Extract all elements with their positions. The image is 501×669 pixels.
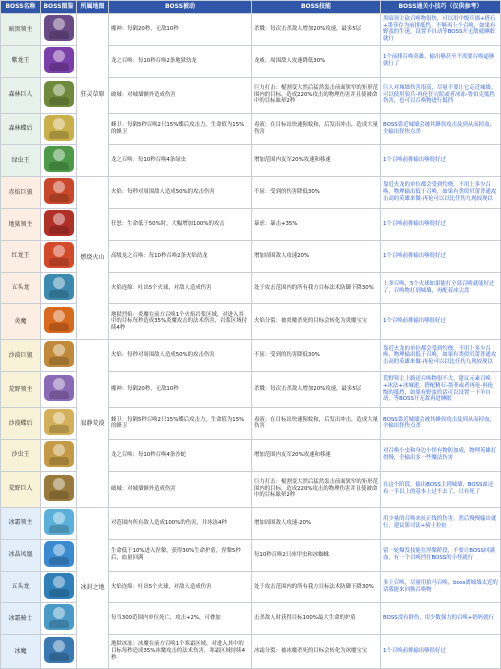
boss-tip: 黑暗领主砍召唤物很快，可以用中级兵墙+搭石+墨菲存为前排抵挡。不够再上个召唤，如果有野蛮的生迷，设置羊自动等BOSS开无敌就睡眠就行 [381,14,501,46]
table-row [1,272,501,304]
boss-name: 沙漠蝶后 [1,408,41,440]
boss-tip: 荒野领主上路送召唤物很不大，建议元素召唤+冰法+冰城建，搭配精石-墨菲或者再伦-再伦级的抵挡，如果有野蛮的话可以设置一下羊自动，等BOSS开无敌再进睡眠 [381,372,501,408]
boss-passive: 对范围内所有敌人造成100%的伤害，并冰冻4秒 [109,507,252,539]
boss-skill: 杀戮：每次击杀敌人增加20%攻速，最多5层 [252,372,381,408]
boss-passive: 火焰：每秒对周围敌人造成50%的攻击伤害 [109,340,252,372]
boss-passive: 狂怒：生命低于50%时，大幅增加100%的攻击 [109,209,252,241]
boss-skill: 火焰分裂：被炎魔杀死的目标会转化为炎魔宝宝 [252,304,381,340]
table-row [1,177,501,209]
boss-portrait-image [44,307,74,333]
boss-name: 炎魔 [1,304,41,340]
boss-tip: 1个召唤前排输出够很好过 [381,304,501,340]
boss-name: 暗黑领主 [1,14,41,46]
boss-passive: 地狱冰冻：冰魔在前方召唤1个寒霜区域，对进入其中的目标每秒造成35%冰魔攻击的法术伤害，寒霜区域持续4秒 [109,635,252,669]
boss-tip: 靠近火龙的单位都会受到灼烧，不用上多少召唤，物理输出低于召唤，如果有类似贝蕾普通攻击高的英雄来做-再伦可以以比任伤九现较现以 [381,177,501,209]
boss-portrait-cell [41,240,77,272]
table-row [1,113,501,145]
boss-skill: 不屈：受到的伤害降低30% [252,340,381,372]
boss-portrait-image [44,115,74,141]
boss-portrait-cell [41,177,77,209]
boss-tip: 留一轮爆发技能在涅槃阶段，不要让BOSS回满血，有一个召唤挡住BOSS的小怪就行 [381,539,501,571]
boss-portrait-cell [41,145,77,177]
boss-portrait-cell [41,439,77,471]
boss-skill: 龙威：周围敌人攻速降低30% [252,45,381,77]
boss-name: 地狱领主 [1,209,41,241]
boss-tip: 1个召唤前排输出够很好过 [381,209,501,241]
boss-tip: 1个召唤前排输出够很好过 [381,635,501,669]
boss-tip: 1个召唤前排输出够很好过 [381,145,501,177]
boss-name: 冰晶凤凰 [1,539,41,571]
boss-portrait-image [44,375,74,401]
boss-portrait-cell [41,603,77,635]
boss-portrait-image [44,146,74,172]
boss-name: 绿虫王 [1,145,41,177]
header-tips: BOSS通关小技巧（仅供参考） [381,1,501,14]
boss-passive: 魔神：每隔20秒，无敌10秒 [109,14,252,46]
boss-skill: 增加周围敌人攻速-20% [252,507,381,539]
boss-portrait-image [44,509,74,535]
boss-portrait-image [44,441,74,467]
boss-passive: 火焰连绵：吐出5个火球，对敌人造成伤害 [109,272,252,304]
boss-portrait-cell [41,635,77,669]
table-row [1,408,501,440]
boss-skill: 处于攻击范围内的所有我方目标法术防御下降30% [252,272,381,304]
map-name: 冰封之地 [77,507,109,669]
table-row [1,240,501,272]
boss-passive: 生命低于10%进入涅槃，获得30%生命护盾，涅槃5秒后，血量回满 [109,539,252,571]
boss-passive: 龙之召唤：每10秒召唤4条绿虫 [109,145,252,177]
table-row [1,439,501,471]
boss-portrait-image [44,409,74,435]
map-name: 寂静荒漠 [77,340,109,507]
boss-name: 五头龙 [1,571,41,603]
boss-skill: 巨力打击：棍割变大然后猛然轰击前面狭窄的矩形范围内的目标，造成220%攻击的物理伤害并且使被命中的目标眩晕2秒 [252,77,381,113]
boss-portrait-cell [41,14,77,46]
boss-passive: 龙之召唤：每10秒召唤2条地狱幼龙 [109,45,252,77]
boss-portrait-cell [41,408,77,440]
boss-tip: 靠近火龙的单位都会受到灼烧，不用上多少召唤，物理输出低于召唤，如果有类似贝蕾普通攻击高的英雄来做-再伦可以以比任伤九现较现以 [381,340,501,372]
boss-portrait-cell [41,77,77,113]
table-row [1,340,501,372]
boss-skill: 增加范围内友军20%攻速和移速 [252,439,381,471]
boss-portrait-image [44,604,74,630]
boss-skill: 冰霜分裂：被冰魔杀死的目标会转化为冰魔宝宝 [252,635,381,669]
table-row [1,603,501,635]
boss-skill: 巨力打击：棍割变大然后猛然轰击前面狭窄的矩形范围内的目标，造成220%攻击的物理伤害并且使被命中的目标眩晕2秒 [252,471,381,507]
table-row [1,635,501,669]
boss-portrait-image [44,210,74,236]
boss-portrait-cell [41,209,77,241]
boss-passive: 蜂卫：每隔5秒召唤2只15%蝶后攻击力，生命值为15%的蜂卫 [109,408,252,440]
boss-skill: 增加周围敌人攻速20% [252,240,381,272]
table-row [1,507,501,539]
header-boss-name: BOSS名称 [1,1,41,14]
boss-portrait-cell [41,45,77,77]
boss-name: 荒野巨人 [1,471,41,507]
boss-passive: 高级龙之召唤：每10秒召唤2条火焰幼龙 [109,240,252,272]
boss-portrait-cell [41,539,77,571]
boss-portrait-image [44,541,74,567]
boss-portrait-cell [41,272,77,304]
boss-portrait-image [44,274,74,300]
boss-passive: 破城：对城墙额外造成伤害 [109,77,252,113]
boss-skill: 毒液：在目标出快速猩蚊和，后发出冲击，造成大量伤害 [252,113,381,145]
table-row [1,304,501,340]
boss-tip: 1个召唤前排输出够很好过 [381,240,501,272]
boss-name: 五头龙 [1,272,41,304]
boss-tip: 用少量的召唤来抗正线的伤害，然后慢慢输出就行，建议影司法+骑士拉扯 [381,507,501,539]
header-map: 所属地图 [77,1,109,14]
boss-passive: 龙之召唤：每10秒召唤4条沙蛇 [109,439,252,471]
table-row [1,145,501,177]
table-row [1,539,501,571]
boss-skill: 击杀敌人时获得目标100%最大生命的护盾 [252,603,381,635]
boss-tip: BOSS没有群伤，用少数强力的召唤+奶妈就行 [381,603,501,635]
boss-name: 森林巨人 [1,77,41,113]
boss-portrait-image [44,178,74,204]
boss-passive: 破城：对城墙额外造成伤害 [109,471,252,507]
table-header-row [1,1,501,14]
boss-portrait-image [44,341,74,367]
boss-portrait-cell [41,304,77,340]
boss-portrait-image [44,47,74,73]
boss-tip: 1个前排召唤英雄，输出够甚至不需要召唤逼够就行了 [381,45,501,77]
table-row [1,372,501,408]
boss-tip: 巨人对城墙伤害很高，尽量不要让它走近城墙。可以使用狼兵-再伦狂刃院或者冰冻-鲁伯克抵挡伤害，也可以召唤物进行抵挡 [381,77,501,113]
map-name: 燃烧火山 [77,177,109,340]
boss-portrait-cell [41,113,77,145]
boss-name: 红龙王 [1,240,41,272]
boss-passive: 地狱烈焰：炎魔在前方召唤1个火焰岩浆区域，对进入其中的目标每秒造成35%炎魔攻击的法术伤害，岩浆区域持续4秒 [109,304,252,340]
boss-passive: 火焰连绵：吐出5个火球，对敌人造成伤害 [109,571,252,603]
boss-skill: 每10秒召唤2只冰甲虫和冰蜘蛛 [252,539,381,571]
boss-portrait-cell [41,471,77,507]
boss-name: 森林蝶后 [1,113,41,145]
table-row [1,45,501,77]
boss-portrait-image [44,242,74,268]
boss-skill: 增加范围内友军20%攻速和移速 [252,145,381,177]
boss-tip: 在这个阶段，输出BOSS主到城墙，BOSS血还有一半以上的基本上过不去了，只有死了 [381,471,501,507]
boss-skill: 暴虐：暴击+35% [252,209,381,241]
boss-tip: 上多召唤，5个火球如果能打全部召唤就能好过了，召唤物扛到城墙，再配着冰尖盘 [381,272,501,304]
boss-portrait-cell [41,340,77,372]
boss-skill: 不屈：受到的伤害降低30% [252,177,381,209]
boss-portrait-image [44,15,74,41]
boss-tip: 多上召唤，尽量用拍马召唤，boss离城墙太近的话我能来回换召唤物 [381,571,501,603]
table-row [1,209,501,241]
table-row [1,14,501,46]
boss-name: 沙虫王 [1,439,41,471]
boss-name: 冰霜骑士 [1,603,41,635]
boss-tip: 对召唤小虫和身边小怪有物防加成，物理英雄打得慢，全输出多一些魔法伤害 [381,439,501,471]
map-name: 狂灵草原 [77,14,109,177]
table-row [1,571,501,603]
boss-tip: BOSS靠近城墙会被其蜂侯攻击及到从而掉血，全输出怪快点杀 [381,408,501,440]
header-boss-image: BOSS图鉴 [41,1,77,14]
header-skill: BOSS技能 [252,1,381,14]
boss-portrait-image [44,475,74,501]
boss-skill: 毒液：在目标出快速猩蚊和，后发出冲击，造成大量伤害 [252,408,381,440]
boss-skill: 处于攻击范围内的所有我方目标法术防御下降30% [252,571,381,603]
boss-name: 紫龙王 [1,45,41,77]
table-row [1,471,501,507]
boss-tip: BOSS靠近城墙会被其蜂侯攻击及到从而掉血，全输出怪快点杀 [381,113,501,145]
boss-portrait-image [44,573,74,599]
boss-name: 赤焰巨狼 [1,177,41,209]
boss-name: 冰霜领主 [1,507,41,539]
boss-name: 沙漠巨狼 [1,340,41,372]
boss-portrait-cell [41,571,77,603]
table-row [1,77,501,113]
boss-portrait-cell [41,372,77,408]
boss-passive: 每当300范围内单位死亡，攻击+2%，可叠加 [109,603,252,635]
boss-passive: 蜂卫：每隔5秒召唤2只15%蝶后攻击力，生命值为15%的蜂卫 [109,113,252,145]
boss-name: 冰魔 [1,635,41,669]
boss-portrait-image [44,81,74,107]
boss-passive: 魔神：每隔20秒，无敌10秒 [109,372,252,408]
table-body [1,14,501,669]
boss-portrait-cell [41,507,77,539]
boss-skill: 杀戮：每次击杀敌人增加20%攻速，最多5层 [252,14,381,46]
boss-portrait-image [44,637,74,663]
boss-passive: 火焰：每秒对周围敌人造成50%的攻击伤害 [109,177,252,209]
boss-name: 荒野领主 [1,372,41,408]
header-passive: BOSS被动 [109,1,252,14]
